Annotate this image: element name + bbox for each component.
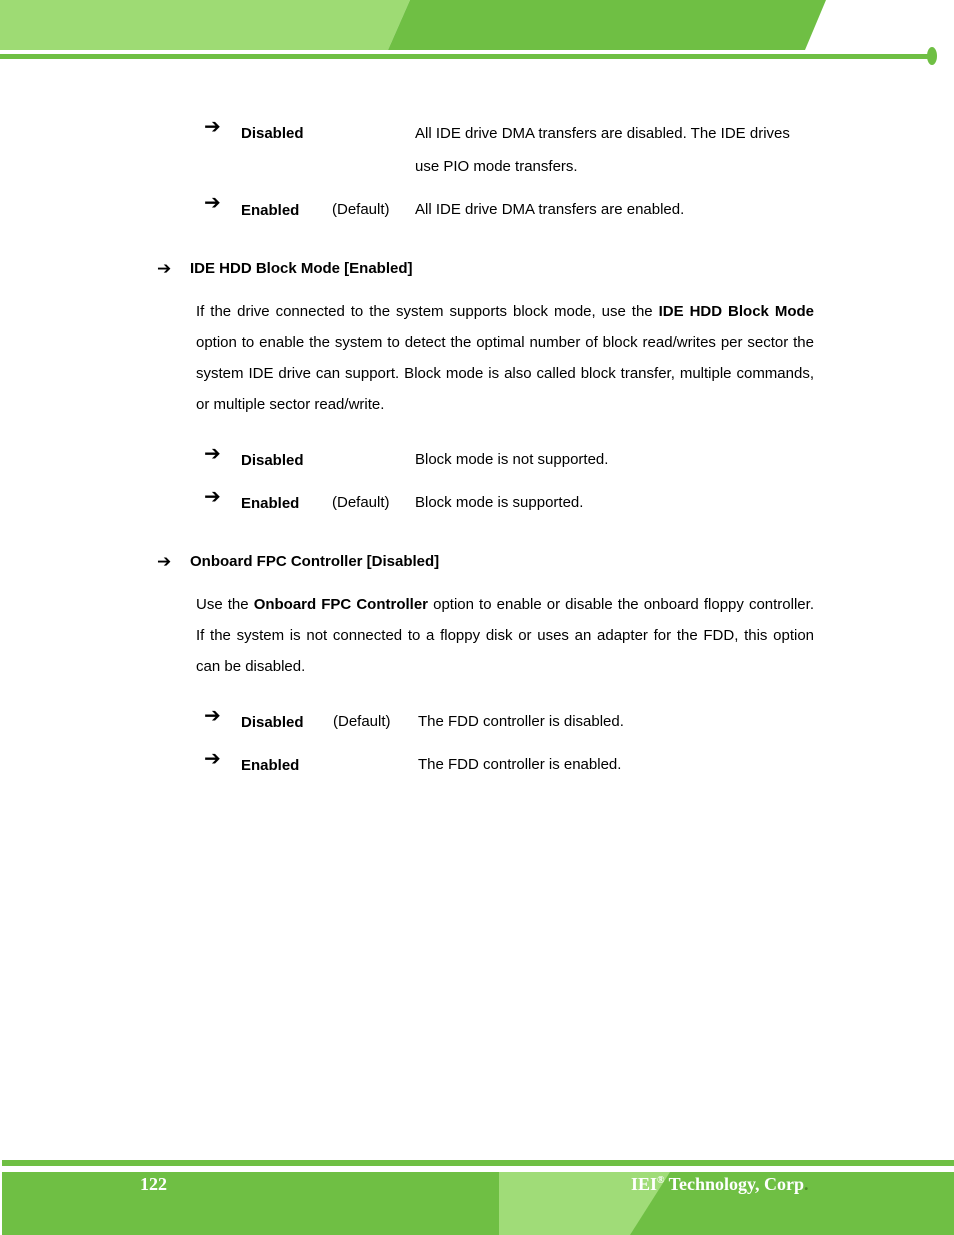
- block-option-enabled-default: (Default): [332, 494, 390, 511]
- dma-option-disabled-desc: [415, 117, 815, 183]
- fpc-desc-text: Use the: [196, 596, 254, 613]
- arrow-right-icon: ➔: [157, 259, 172, 279]
- block-option-enabled-name: Enabled: [241, 495, 300, 512]
- fpc-desc-bold: Onboard FPC Controller: [253, 596, 429, 613]
- company-period: .: [804, 1174, 809, 1194]
- dma-option-enabled-name: Enabled: [241, 202, 300, 219]
- company-suffix: Technology, Corp: [664, 1174, 805, 1194]
- block-mode-desc-bold: IDE HDD Block Mode: [658, 303, 815, 320]
- block-option-disabled-name: Disabled: [241, 452, 304, 469]
- fpc-desc-text-after: option to enable or disable the onboard floppy controller. If the system is not connected to a floppy disk or uses an adapter for the FDD, this option can be disabled.: [196, 596, 814, 675]
- fpc-option-disabled-name: Disabled: [241, 714, 304, 731]
- dma-option-disabled-name: Disabled: [241, 125, 304, 142]
- arrow-right-icon: ➔: [204, 441, 221, 465]
- section-heading-fpc: Onboard FPC Controller [Disabled]: [190, 553, 440, 570]
- arrow-right-icon: ➔: [204, 484, 221, 508]
- arrow-right-icon: ➔: [204, 190, 221, 214]
- page-number: 122: [140, 1174, 167, 1194]
- block-option-disabled-desc: Block mode is not supported.: [415, 451, 609, 468]
- dma-option-enabled-default: (Default): [332, 201, 390, 218]
- registered-mark: ®: [657, 1175, 665, 1186]
- company-prefix: IEI: [631, 1174, 658, 1194]
- header-banner: [0, 0, 954, 66]
- company-name: [631, 1174, 809, 1195]
- fpc-option-enabled-desc: The FDD controller is enabled.: [418, 756, 622, 773]
- block-mode-description: [196, 296, 814, 420]
- dma-option-enabled-desc: All IDE drive DMA transfers are enabled.: [415, 201, 685, 218]
- arrow-right-icon: ➔: [157, 552, 172, 572]
- footer-banner: [0, 1158, 954, 1235]
- block-mode-desc-text: If the drive connected to the system supports block mode, use the: [196, 303, 659, 320]
- section-heading-block-mode: IDE HDD Block Mode [Enabled]: [190, 260, 413, 277]
- fpc-option-disabled-default: (Default): [333, 713, 391, 730]
- arrow-right-icon: ➔: [204, 703, 221, 727]
- fpc-description: [196, 589, 814, 682]
- fpc-option-disabled-desc: The FDD controller is disabled.: [418, 713, 624, 730]
- dma-disabled-desc-line2: use PIO mode transfers.: [415, 158, 578, 175]
- dma-disabled-desc-line1: All IDE drive DMA transfers are disabled. The IDE drives: [415, 125, 790, 142]
- block-mode-desc-text-after: option to enable the system to detect the optimal number of block read/writes per sector the system IDE drive can support. Block mode is also called block transfer, multiple commands, or multiple sector read/write.: [196, 334, 814, 413]
- fpc-option-enabled-name: Enabled: [241, 757, 300, 774]
- arrow-right-icon: ➔: [204, 746, 221, 770]
- arrow-right-icon: ➔: [204, 114, 221, 138]
- block-option-enabled-desc: Block mode is supported.: [415, 494, 584, 511]
